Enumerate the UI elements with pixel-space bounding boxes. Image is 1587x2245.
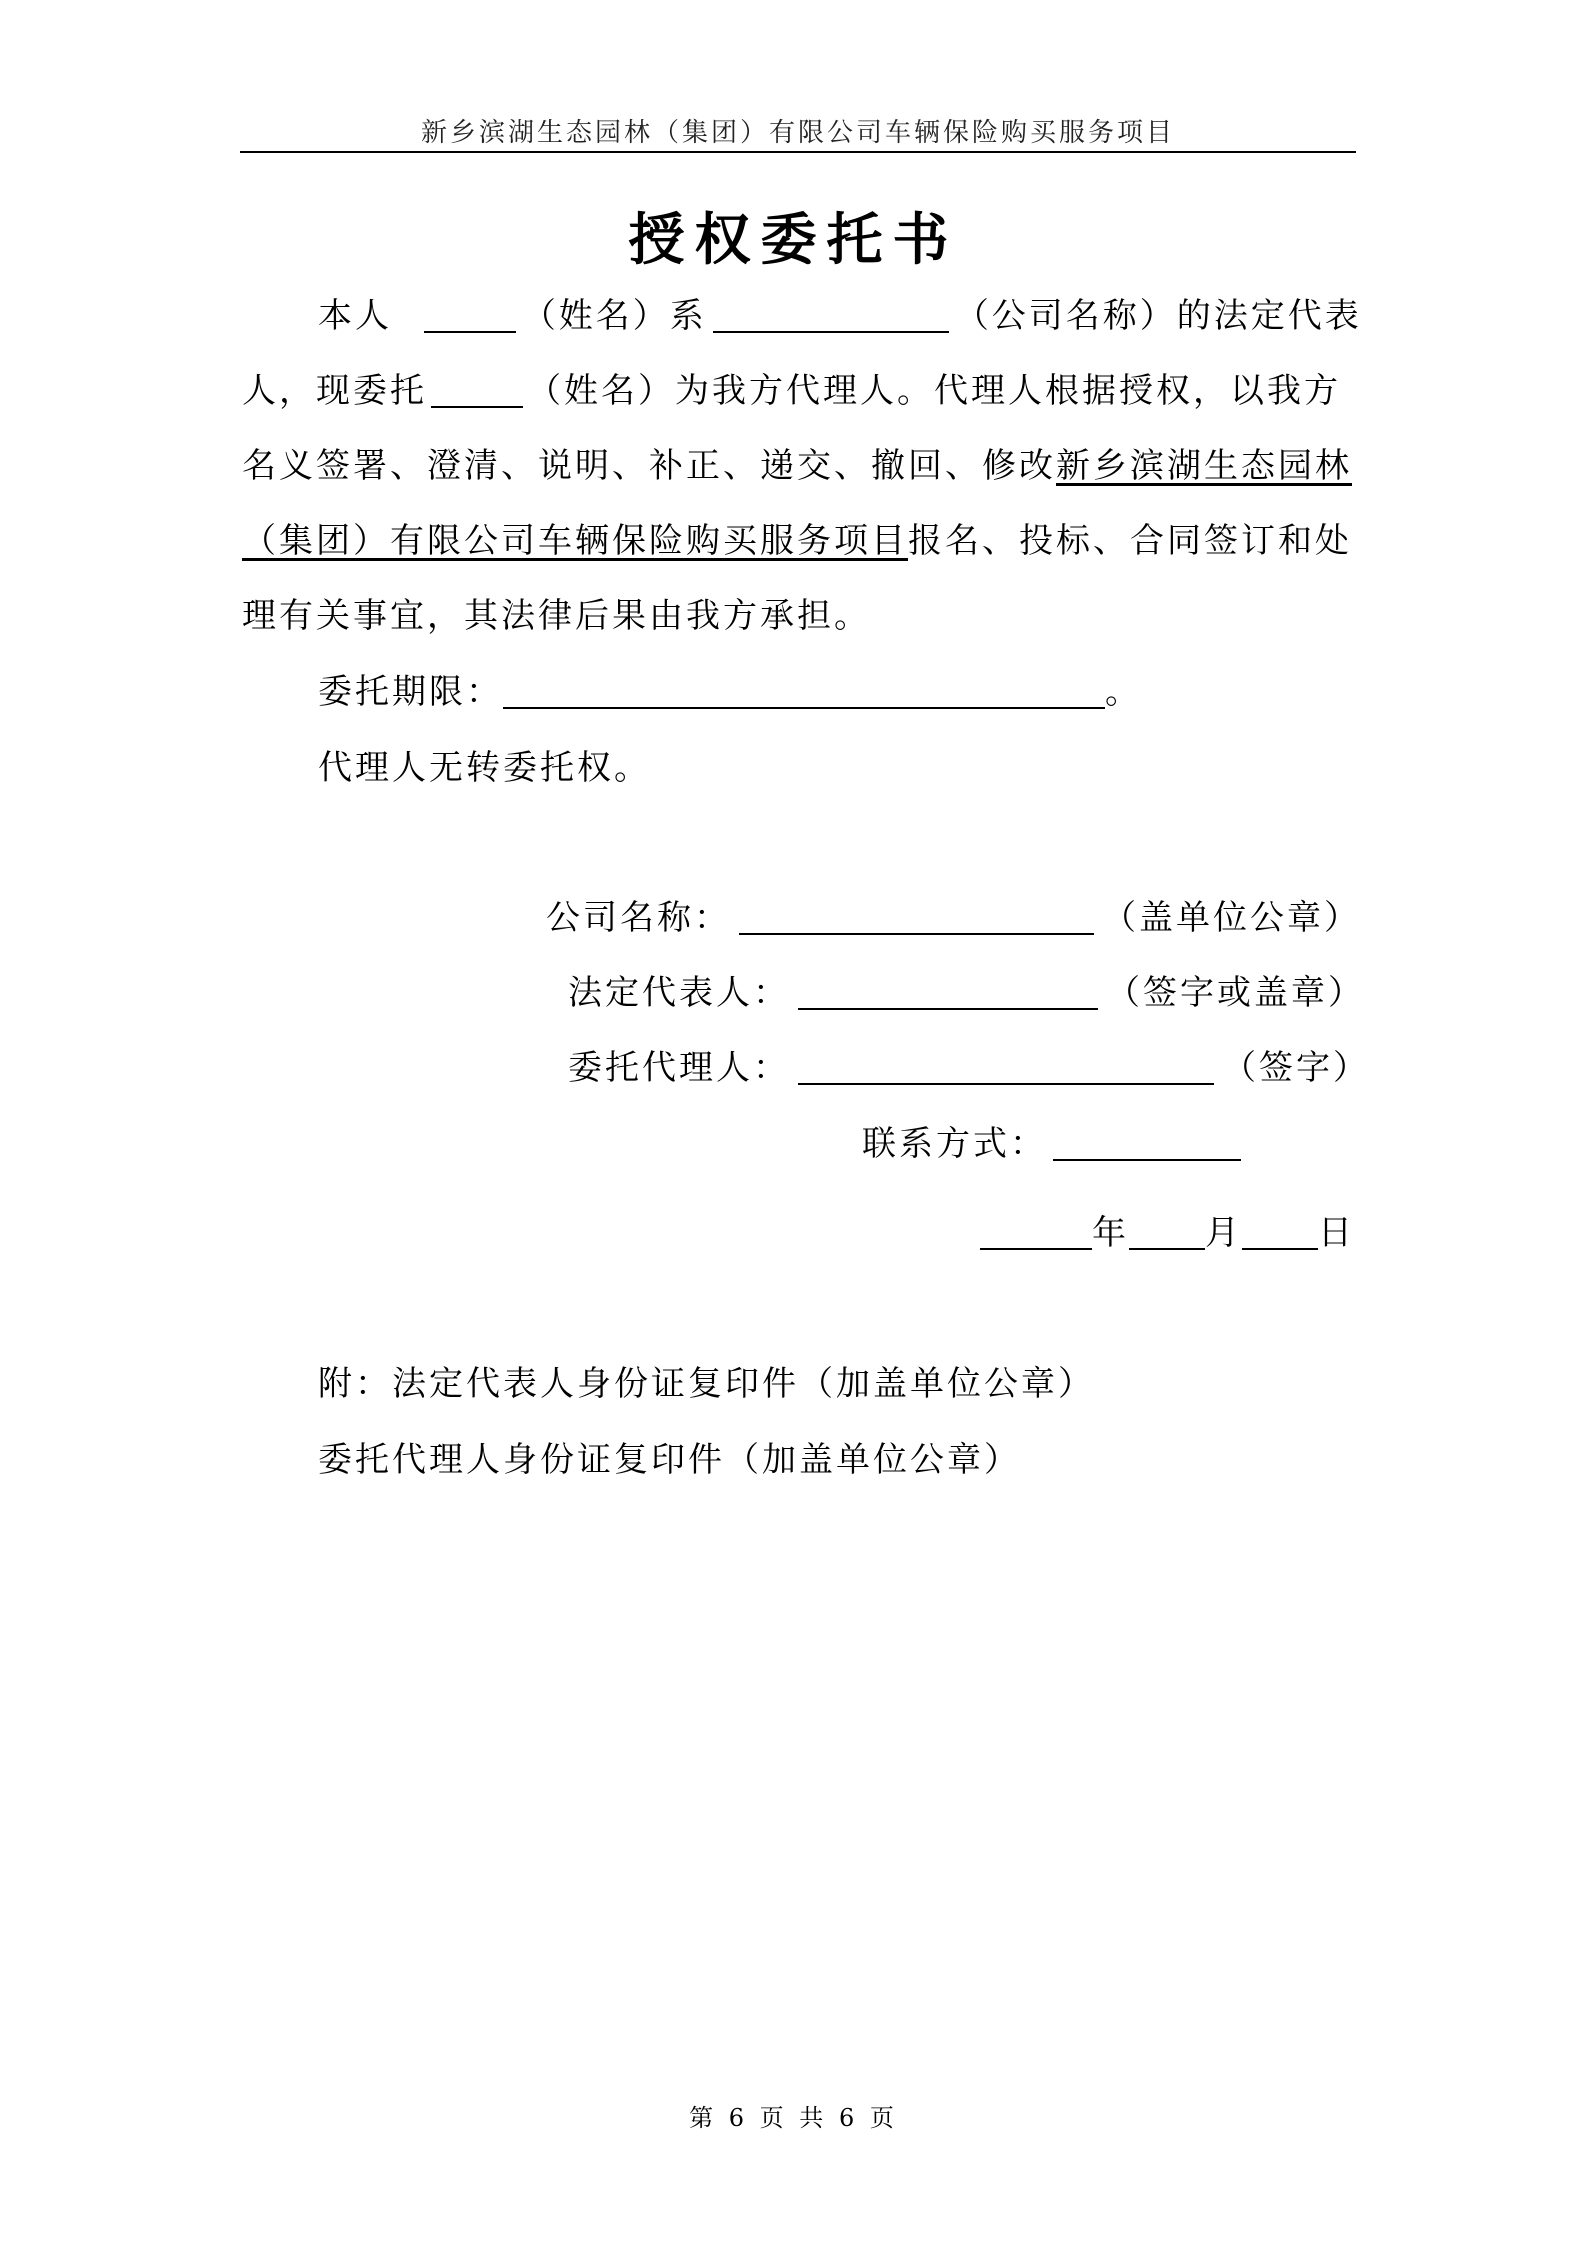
page-header: 新乡滨湖生态园林（集团）有限公司车辆保险购买服务项目 (420, 118, 1175, 148)
legal-rep-note: （签字或盖章） (1106, 973, 1365, 1013)
company-signature-line (546, 898, 1361, 938)
text-company-hint: （公司名称）的法定代表 (954, 296, 1362, 336)
paragraph-line-4 (242, 521, 1352, 561)
company-label: 公司名称： (546, 898, 731, 938)
year-label: 年 (1092, 1213, 1129, 1253)
term-line (318, 672, 1142, 712)
day-blank (1242, 1214, 1318, 1250)
legal-rep-signature-line (568, 973, 1365, 1013)
header-divider (240, 151, 1356, 153)
term-blank (503, 673, 1105, 709)
agent-label: 委托代理人： (568, 1048, 790, 1088)
term-end: 。 (1105, 672, 1142, 712)
text-matters: 报名、投标、合同签订和处 (908, 521, 1352, 561)
attachment-1: 附：法定代表人身份证复印件（加盖单位公章） (318, 1364, 1095, 1404)
no-transfer-statement: 代理人无转委托权。 (318, 748, 651, 788)
name-blank (424, 297, 516, 333)
text-agent-hint: （姓名）为我方代理人。代理人根据授权，以我方 (527, 371, 1341, 411)
contact-line (862, 1124, 1241, 1164)
company-blank (739, 899, 1094, 935)
text-principal: 本人 (318, 296, 392, 336)
legal-rep-label: 法定代表人： (568, 973, 790, 1013)
term-label: 委托期限： (318, 672, 503, 712)
paragraph-line-5: 理有关事宜，其法律后果由我方承担。 (242, 596, 871, 636)
page-number: 第 6 页 共 6 页 (689, 2104, 898, 2132)
text-scope: 名义签署、澄清、说明、补正、递交、撤回、修改 (242, 446, 1056, 486)
agent-blank (798, 1049, 1214, 1085)
project-name-part-1: 新乡滨湖生态园林 (1056, 446, 1352, 486)
agent-name-blank (431, 372, 523, 408)
text-entrust: 人，现委托 (242, 371, 427, 411)
day-label: 日 (1318, 1213, 1355, 1253)
paragraph-line-3 (242, 446, 1352, 486)
agent-note: （签字） (1222, 1048, 1370, 1088)
legal-rep-blank (798, 974, 1098, 1010)
contact-blank (1053, 1125, 1241, 1161)
attachment-2: 委托代理人身份证复印件（加盖单位公章） (318, 1440, 1021, 1480)
paragraph-line-1 (318, 296, 1362, 336)
month-label: 月 (1205, 1213, 1242, 1253)
month-blank (1129, 1214, 1205, 1250)
agent-signature-line (568, 1048, 1370, 1088)
paragraph-line-2 (242, 371, 1341, 411)
document-title: 授权委托书 (628, 207, 959, 273)
company-name-blank (713, 297, 949, 333)
project-name-part-2: （集团）有限公司车辆保险购买服务项目 (242, 521, 908, 561)
company-note: （盖单位公章） (1102, 898, 1361, 938)
text-name-hint: （姓名）系 (521, 296, 707, 336)
year-blank (980, 1214, 1092, 1250)
contact-label: 联系方式： (862, 1124, 1047, 1164)
date-line (980, 1213, 1355, 1253)
